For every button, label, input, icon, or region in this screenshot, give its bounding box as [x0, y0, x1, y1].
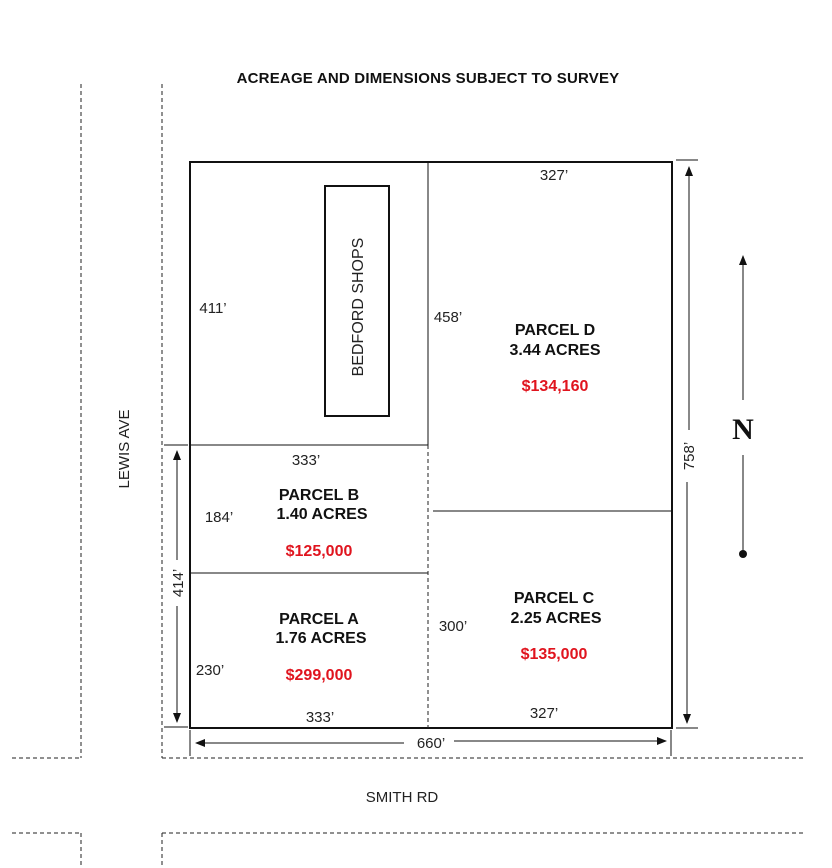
dim-c-bottom: 327’ [529, 705, 559, 722]
dim-b-left: 184’ [204, 509, 234, 526]
dim-total-width: 660’ [416, 735, 446, 752]
parcel-a-price: $299,000 [285, 667, 353, 684]
dim-a-left: 230’ [195, 662, 225, 679]
parcel-d-name: PARCEL D [514, 322, 596, 339]
north-arrow [732, 256, 754, 558]
parcel-c-acres: 2.25 ACRES [510, 610, 602, 627]
north-label: N [732, 413, 754, 446]
parcel-b-acres: 1.40 ACRES [276, 506, 368, 523]
bedford-shops-label: BEDFORD SHOPS [350, 237, 367, 377]
plan-title: ACREAGE AND DIMENSIONS SUBJECT TO SURVEY [236, 70, 620, 87]
parcel-c-name: PARCEL C [513, 590, 595, 607]
west-span-dimension [164, 445, 188, 727]
smith-rd-label: SMITH RD [365, 789, 439, 806]
dim-a-bottom: 333’ [305, 709, 335, 726]
parcel-lines [190, 162, 672, 728]
parcel-a-name: PARCEL A [279, 611, 359, 628]
parcel-c-price: $135,000 [520, 646, 588, 663]
parcel-a-acres: 1.76 ACRES [275, 630, 367, 647]
north-arrow-dot [739, 550, 747, 558]
parcel-d-price: $134,160 [521, 378, 589, 395]
dim-d-left: 458’ [433, 309, 463, 326]
dim-b-top: 333’ [291, 452, 321, 469]
width-dimension [190, 730, 671, 756]
height-dimension [676, 160, 698, 728]
parcel-b-name: PARCEL B [278, 487, 360, 504]
parcel-b-price: $125,000 [285, 543, 353, 560]
dim-d-top: 327’ [539, 167, 569, 184]
dim-c-left: 300’ [438, 618, 468, 635]
lewis-ave-label: LEWIS AVE [116, 409, 133, 489]
dim-bedford-left: 411’ [199, 300, 227, 317]
dim-total-height: 758’ [681, 441, 698, 471]
parcel-d-acres: 3.44 ACRES [509, 342, 601, 359]
dim-west-span: 414’ [170, 568, 187, 598]
